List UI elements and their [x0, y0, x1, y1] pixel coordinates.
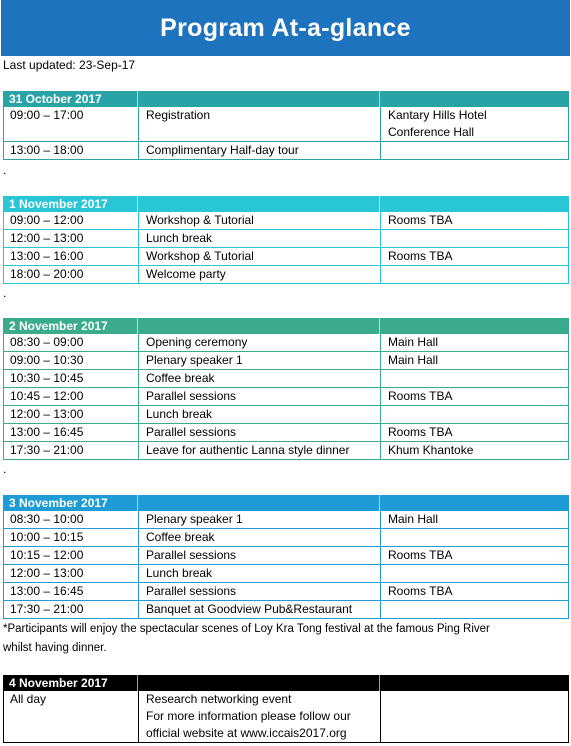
table-row — [3, 370, 569, 388]
table-row — [3, 583, 569, 601]
time-cell: 17:30 – 21:00 — [10, 443, 84, 457]
event-cell: Lunch break — [146, 231, 213, 245]
time-cell: All day — [10, 692, 47, 706]
event-cell: Parallel sessions — [146, 425, 237, 439]
page-title: Program At-a-glance — [1, 0, 570, 56]
venue-cell: Khum Khantoke — [388, 443, 474, 457]
spacer-dot: . — [3, 286, 7, 300]
event-cell-line2: For more information please follow our — [146, 709, 351, 723]
table-row — [3, 248, 569, 266]
event-cell: Leave for authentic Lanna style dinner — [146, 443, 350, 457]
day-title: 3 November 2017 — [9, 496, 108, 510]
venue-cell: Rooms TBA — [388, 425, 453, 439]
time-cell: 08:30 – 10:00 — [10, 512, 84, 526]
day-header — [3, 91, 569, 107]
event-cell: Complimentary Half-day tour — [146, 143, 299, 157]
event-cell: Welcome party — [146, 267, 226, 281]
venue-cell: Rooms TBA — [388, 213, 453, 227]
event-cell: Opening ceremony — [146, 335, 248, 349]
table-row — [3, 547, 569, 565]
day-title: 1 November 2017 — [9, 197, 108, 211]
venue-cell: Rooms TBA — [388, 548, 453, 562]
event-cell: Parallel sessions — [146, 389, 237, 403]
time-cell: 12:00 – 13:00 — [10, 231, 84, 245]
event-cell: Banquet at Goodview Pub&Restaurant — [146, 602, 353, 616]
time-cell: 09:00 – 17:00 — [10, 108, 84, 122]
venue-cell: Main Hall — [388, 512, 439, 526]
table-row — [3, 266, 569, 284]
time-cell: 10:45 – 12:00 — [10, 389, 84, 403]
time-cell: 13:00 – 18:00 — [10, 143, 84, 157]
table-row — [3, 107, 569, 142]
venue-cell-line2: Conference Hall — [388, 125, 475, 139]
time-cell: 13:00 – 16:00 — [10, 249, 84, 263]
time-cell: 09:00 – 12:00 — [10, 213, 84, 227]
table-row — [3, 691, 569, 743]
table-row — [3, 230, 569, 248]
time-cell: 13:00 – 16:45 — [10, 584, 84, 598]
time-cell: 10:00 – 10:15 — [10, 530, 84, 544]
event-cell: Coffee break — [146, 371, 215, 385]
day-section-2-nov — [3, 318, 569, 460]
venue-cell: Main Hall — [388, 353, 439, 367]
table-row — [3, 442, 569, 460]
table-row — [3, 511, 569, 529]
table-row — [3, 334, 569, 352]
event-cell: Plenary speaker 1 — [146, 512, 243, 526]
event-cell: Registration — [146, 108, 211, 122]
day-title: 2 November 2017 — [9, 319, 108, 333]
note-line-1: *Participants will enjoy the spectacular scenes of Loy Kra Tong festival at the famous Ping River — [3, 623, 490, 635]
venue-cell: Rooms TBA — [388, 249, 453, 263]
venue-cell: Kantary Hills Hotel — [388, 108, 487, 122]
spacer-dot: . — [3, 163, 7, 177]
dinner-note — [3, 620, 569, 658]
table-row — [3, 529, 569, 547]
event-cell: Coffee break — [146, 530, 215, 544]
time-cell: 10:30 – 10:45 — [10, 371, 84, 385]
time-cell: 13:00 – 16:45 — [10, 425, 84, 439]
day-section-3-nov — [3, 495, 569, 619]
time-cell: 12:00 – 13:00 — [10, 566, 84, 580]
day-header — [3, 675, 569, 691]
time-cell: 08:30 – 09:00 — [10, 335, 84, 349]
event-cell: Plenary speaker 1 — [146, 353, 243, 367]
venue-cell: Rooms TBA — [388, 389, 453, 403]
day-section-4-nov — [3, 675, 569, 743]
table-row — [3, 212, 569, 230]
day-header — [3, 495, 569, 511]
day-section-31-oct — [3, 91, 569, 160]
table-row — [3, 601, 569, 619]
day-title: 4 November 2017 — [9, 676, 108, 690]
last-updated: Last updated: 23-Sep-17 — [3, 58, 136, 72]
event-cell: Workshop & Tutorial — [146, 249, 254, 263]
time-cell: 18:00 – 20:00 — [10, 267, 84, 281]
event-cell: Workshop & Tutorial — [146, 213, 254, 227]
time-cell: 17:30 – 21:00 — [10, 602, 84, 616]
event-cell: Lunch break — [146, 566, 213, 580]
table-row — [3, 424, 569, 442]
table-row — [3, 388, 569, 406]
table-row — [3, 406, 569, 424]
day-section-1-nov — [3, 196, 569, 284]
event-cell: Parallel sessions — [146, 584, 237, 598]
event-cell-line3: official website at www.iccais2017.org — [146, 726, 347, 740]
day-title: 31 October 2017 — [9, 92, 102, 106]
time-cell: 12:00 – 13:00 — [10, 407, 84, 421]
spacer-dot: . — [3, 462, 7, 476]
day-header — [3, 318, 569, 334]
event-cell: Parallel sessions — [146, 548, 237, 562]
venue-cell: Rooms TBA — [388, 584, 453, 598]
event-cell: Research networking event — [146, 692, 292, 706]
note-line-2: whilst having dinner. — [3, 642, 107, 654]
venue-cell: Main Hall — [388, 335, 439, 349]
event-cell: Lunch break — [146, 407, 213, 421]
table-row — [3, 565, 569, 583]
table-row — [3, 352, 569, 370]
time-cell: 09:00 – 10:30 — [10, 353, 84, 367]
time-cell: 10:15 – 12:00 — [10, 548, 84, 562]
table-row — [3, 142, 569, 160]
day-header — [3, 196, 569, 212]
